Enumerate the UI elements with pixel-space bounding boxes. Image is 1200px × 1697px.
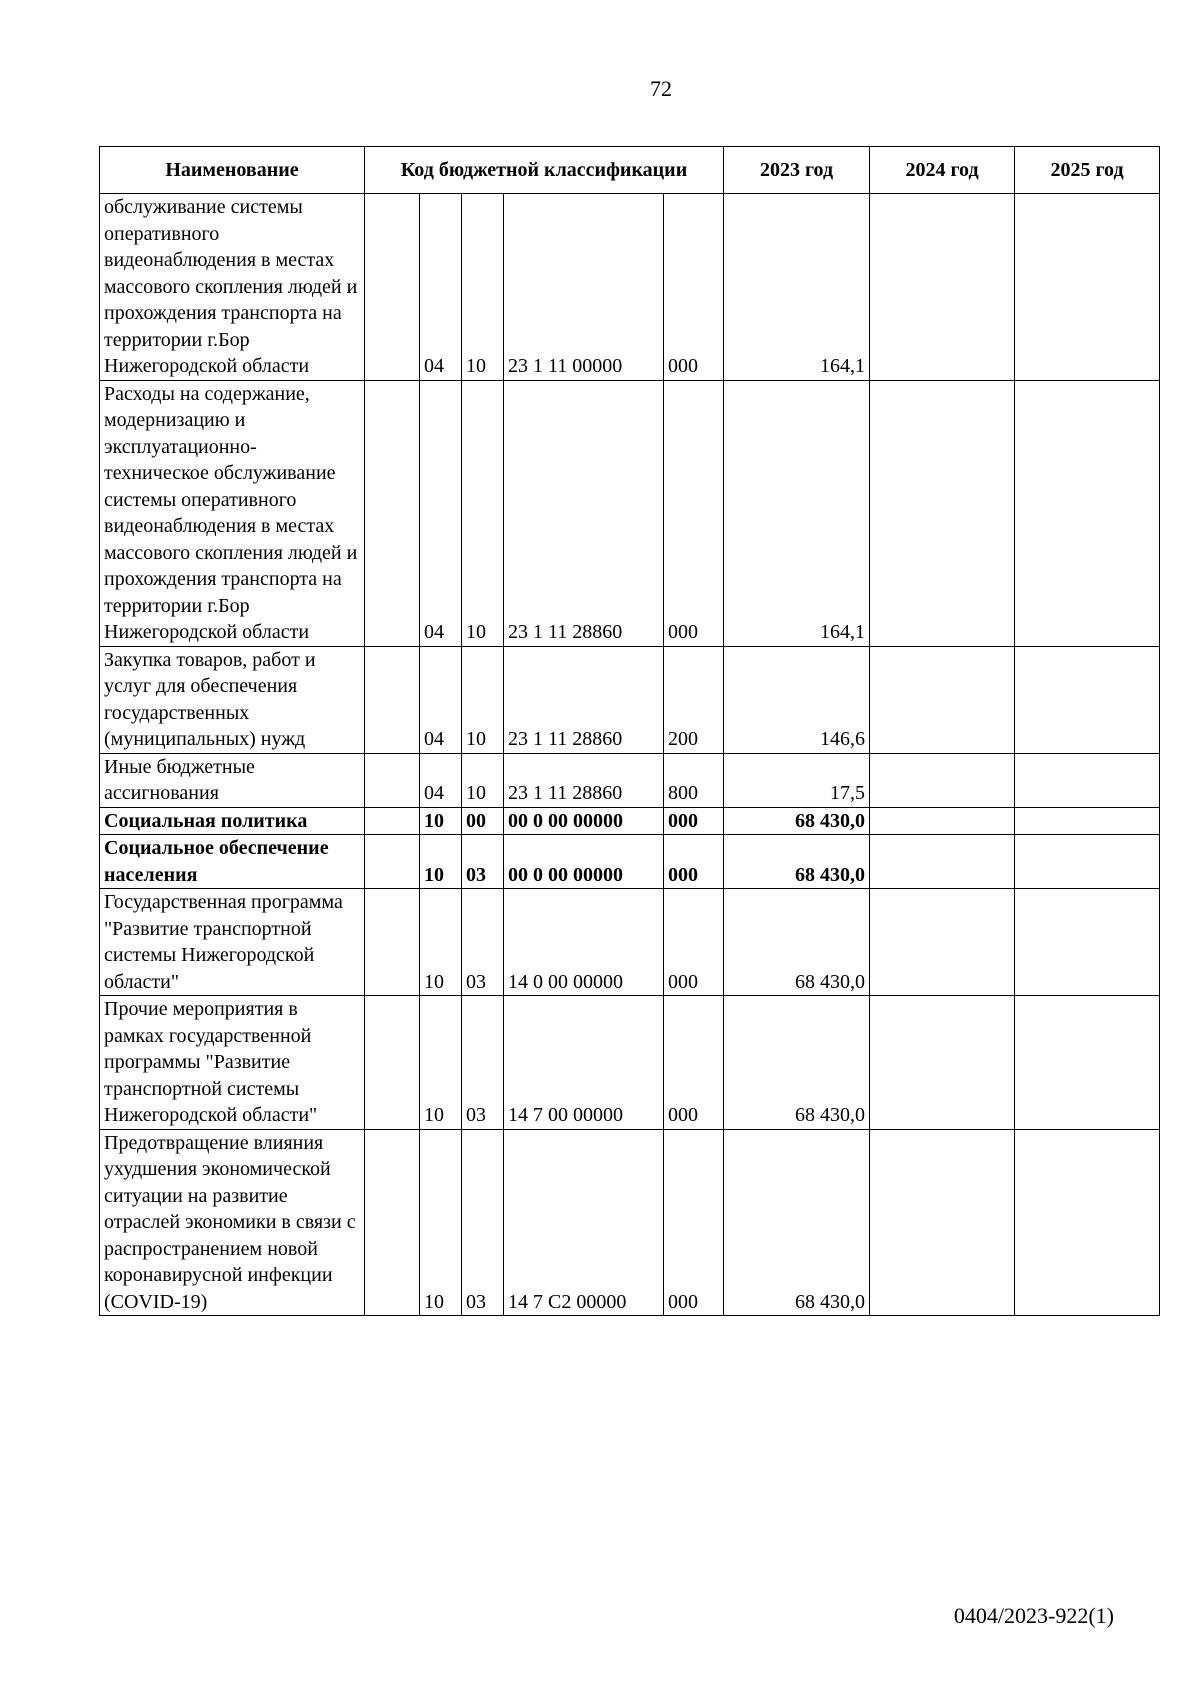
row-csr-cell: 14 7 00 00000 — [504, 996, 664, 1130]
row-csr-cell: 14 0 00 00000 — [504, 889, 664, 996]
table-row — [100, 889, 1160, 996]
row-name-cell: Предотвращение влияния ухудшения экономической ситуации на развитие отраслей экономики в связи с распространением новой коронавирусной инфекции (COVID-19) — [100, 1129, 365, 1316]
row-vr-cell: 000 — [664, 835, 724, 889]
row-rz-cell: 10 — [420, 996, 462, 1130]
row-gr-cell — [365, 1129, 420, 1316]
row-vr-cell: 000 — [664, 996, 724, 1130]
row-vr-cell: 800 — [664, 753, 724, 807]
row-2024-cell — [870, 194, 1015, 381]
row-rz-cell: 10 — [420, 807, 462, 835]
row-pr-cell: 00 — [462, 807, 504, 835]
row-pr-cell: 10 — [462, 194, 504, 381]
row-2025-cell — [1015, 889, 1160, 996]
row-pr-cell: 10 — [462, 753, 504, 807]
header-name: Наименование — [100, 147, 365, 194]
row-rz-cell: 10 — [420, 889, 462, 996]
row-2023-cell: 17,5 — [724, 753, 870, 807]
row-name-cell: Закупка товаров, работ и услуг для обеспечения государственных (муниципальных) нужд — [100, 646, 365, 753]
row-2023-cell: 68 430,0 — [724, 835, 870, 889]
row-gr-cell — [365, 996, 420, 1130]
row-csr-cell: 23 1 11 00000 — [504, 194, 664, 381]
row-gr-cell — [365, 753, 420, 807]
row-name-cell: Социальное обеспечение населения — [100, 835, 365, 889]
header-code: Код бюджетной классификации — [365, 147, 724, 194]
row-csr-cell: 00 0 00 00000 — [504, 835, 664, 889]
row-2023-cell: 146,6 — [724, 646, 870, 753]
row-gr-cell — [365, 646, 420, 753]
row-vr-cell: 000 — [664, 194, 724, 381]
page-number: 72 — [650, 76, 672, 101]
table-row — [100, 194, 1160, 381]
row-gr-cell — [365, 807, 420, 835]
row-vr-cell: 000 — [664, 889, 724, 996]
row-vr-cell: 000 — [664, 807, 724, 835]
row-pr-cell: 03 — [462, 996, 504, 1130]
table-row — [100, 835, 1160, 889]
row-pr-cell: 03 — [462, 1129, 504, 1316]
row-vr-cell: 000 — [664, 380, 724, 646]
row-2025-cell — [1015, 807, 1160, 835]
row-2024-cell — [870, 1129, 1015, 1316]
budget-table — [99, 146, 1160, 1316]
document-number: 0404/2023-922(1) — [953, 1603, 1114, 1628]
row-csr-cell: 23 1 11 28860 — [504, 753, 664, 807]
row-2024-cell — [870, 753, 1015, 807]
table-row — [100, 646, 1160, 753]
row-name-cell: Прочие мероприятия в рамках государственной программы "Развитие транспортной системы Нижегородской области" — [100, 996, 365, 1130]
row-2025-cell — [1015, 996, 1160, 1130]
row-csr-cell: 23 1 11 28860 — [504, 380, 664, 646]
row-2024-cell — [870, 646, 1015, 753]
row-name-cell: Расходы на содержание, модернизацию и эксплуатационно-техническое обслуживание системы оперативного видеонаблюдения в местах массового скопления людей и прохождения транспорта на территории г.Бор Нижегородской области — [100, 380, 365, 646]
row-2025-cell — [1015, 753, 1160, 807]
row-2025-cell — [1015, 1129, 1160, 1316]
row-name-cell: обслуживание системы оперативного видеонаблюдения в местах массового скопления людей и прохождения транспорта на территории г.Бор Нижегородской области — [100, 194, 365, 381]
row-2024-cell — [870, 807, 1015, 835]
row-csr-cell: 00 0 00 00000 — [504, 807, 664, 835]
row-pr-cell: 10 — [462, 380, 504, 646]
row-gr-cell — [365, 835, 420, 889]
row-2024-cell — [870, 380, 1015, 646]
row-2023-cell: 68 430,0 — [724, 996, 870, 1130]
table-row — [100, 1129, 1160, 1316]
row-rz-cell: 10 — [420, 1129, 462, 1316]
row-name-cell: Социальная политика — [100, 807, 365, 835]
header-2025: 2025 год — [1015, 147, 1160, 194]
row-vr-cell: 000 — [664, 1129, 724, 1316]
row-2023-cell: 164,1 — [724, 380, 870, 646]
header-2023: 2023 год — [724, 147, 870, 194]
table-row — [100, 996, 1160, 1130]
table-header-row — [100, 147, 1160, 194]
row-rz-cell: 04 — [420, 194, 462, 381]
row-gr-cell — [365, 194, 420, 381]
row-name-cell: Государственная программа "Развитие транспортной системы Нижегородской области" — [100, 889, 365, 996]
row-csr-cell: 23 1 11 28860 — [504, 646, 664, 753]
row-2023-cell: 68 430,0 — [724, 889, 870, 996]
row-2025-cell — [1015, 380, 1160, 646]
row-2025-cell — [1015, 646, 1160, 753]
row-2024-cell — [870, 889, 1015, 996]
row-name-cell: Иные бюджетные ассигнования — [100, 753, 365, 807]
row-rz-cell: 04 — [420, 753, 462, 807]
row-csr-cell: 14 7 C2 00000 — [504, 1129, 664, 1316]
row-pr-cell: 03 — [462, 889, 504, 996]
row-vr-cell: 200 — [664, 646, 724, 753]
row-2023-cell: 68 430,0 — [724, 1129, 870, 1316]
table-row — [100, 807, 1160, 835]
header-2024: 2024 год — [870, 147, 1015, 194]
row-2025-cell — [1015, 194, 1160, 381]
row-rz-cell: 10 — [420, 835, 462, 889]
row-2023-cell: 68 430,0 — [724, 807, 870, 835]
table-row — [100, 753, 1160, 807]
row-2025-cell — [1015, 835, 1160, 889]
row-gr-cell — [365, 889, 420, 996]
row-pr-cell: 03 — [462, 835, 504, 889]
row-2024-cell — [870, 996, 1015, 1130]
row-pr-cell: 10 — [462, 646, 504, 753]
row-2023-cell: 164,1 — [724, 194, 870, 381]
row-rz-cell: 04 — [420, 646, 462, 753]
row-gr-cell — [365, 380, 420, 646]
table-row — [100, 380, 1160, 646]
row-rz-cell: 04 — [420, 380, 462, 646]
row-2024-cell — [870, 835, 1015, 889]
